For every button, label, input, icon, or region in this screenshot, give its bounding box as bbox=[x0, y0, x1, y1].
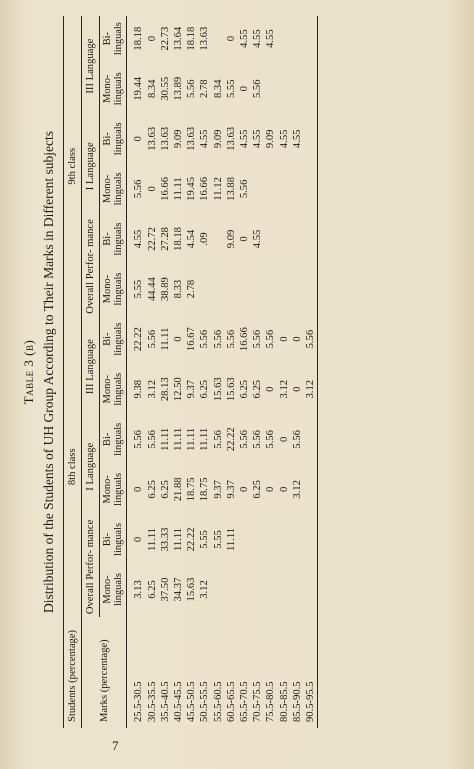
percentage-cell: 4.55 bbox=[291, 129, 303, 149]
marks-range-cell: 45.5-50.5 bbox=[186, 681, 198, 722]
percentage-cell bbox=[278, 216, 291, 261]
percentage-cell: 3.12 bbox=[278, 379, 290, 399]
percentage-cell bbox=[304, 562, 318, 617]
percentage-cell: 13.63 bbox=[225, 126, 237, 151]
percentage-cell: 2.78 bbox=[186, 279, 198, 299]
percentage-cell bbox=[291, 216, 304, 261]
class-header-8th: 8th class bbox=[64, 317, 82, 617]
percentage-cell: 15.63 bbox=[225, 377, 237, 402]
percentage-cell bbox=[238, 562, 251, 617]
percentage-cell: 11.12 bbox=[212, 177, 224, 201]
percentage-cell: 22.22 bbox=[225, 427, 237, 452]
percentage-cell: 13.63 bbox=[146, 126, 158, 151]
percentage-cell bbox=[264, 562, 277, 617]
percentage-cell: 18.18 bbox=[186, 26, 198, 51]
table-body bbox=[127, 16, 318, 728]
percentage-cell bbox=[291, 61, 304, 116]
table-title: Distribution of the Students of UH Group According to Their Marks in Different subjects bbox=[41, 130, 56, 614]
marks-range-cell: 30.5-35.5 bbox=[146, 681, 158, 722]
percentage-cell: 13.89 bbox=[173, 76, 185, 101]
percentage-cell: 4.55 bbox=[252, 229, 264, 249]
percentage-cell: 16.66 bbox=[199, 176, 211, 201]
percentage-cell: 4.54 bbox=[186, 229, 198, 249]
percentage-cell: 22.72 bbox=[146, 227, 158, 251]
percentage-cell bbox=[212, 16, 225, 61]
percentage-cell: 0 bbox=[146, 186, 158, 192]
percentage-cell: 5.56 bbox=[186, 79, 198, 99]
marks-range-cell: 70.5-75.5 bbox=[252, 681, 264, 722]
percentage-cell bbox=[264, 161, 277, 216]
table-row bbox=[278, 16, 291, 728]
percentage-cell: 4.55 bbox=[252, 29, 264, 48]
percentage-cell: 0 bbox=[265, 386, 277, 392]
percentage-cell: 9.37 bbox=[225, 480, 237, 499]
marks-range-cell: 35.5-40.5 bbox=[159, 681, 171, 722]
percentage-cell: 5.56 bbox=[146, 329, 158, 349]
percentage-cell: 3.12 bbox=[291, 480, 303, 499]
percentage-cell: 13.63 bbox=[159, 126, 171, 151]
marks-range-cell: 75.5-80.5 bbox=[265, 681, 277, 722]
percentage-cell: 13.88 bbox=[225, 176, 237, 201]
percentage-cell bbox=[304, 417, 318, 462]
percentage-cell: 0 bbox=[291, 336, 303, 342]
percentage-cell: 5.55 bbox=[199, 530, 211, 549]
table-row bbox=[251, 16, 264, 728]
percentage-cell bbox=[278, 262, 291, 317]
marks-distribution-table bbox=[63, 16, 318, 728]
group-header-monolinguals: Mono- linguals bbox=[100, 61, 127, 116]
group-header-monolinguals: Mono- linguals bbox=[100, 161, 127, 216]
table-row bbox=[238, 16, 251, 728]
percentage-cell: 27.28 bbox=[159, 227, 171, 251]
percentage-cell: 37.50 bbox=[159, 577, 171, 602]
group-header-bilinguals: Bi- linguals bbox=[100, 417, 127, 462]
percentage-cell: 0 bbox=[133, 136, 145, 142]
percentage-cell: 15.63 bbox=[186, 577, 198, 602]
table-row bbox=[198, 16, 211, 728]
percentage-cell: 44.44 bbox=[146, 277, 158, 301]
percentage-cell bbox=[278, 61, 291, 116]
percentage-cell bbox=[304, 216, 318, 261]
percentage-cell: 9.09 bbox=[212, 129, 224, 149]
percentage-cell: 5.56 bbox=[199, 329, 211, 349]
percentage-cell bbox=[291, 161, 304, 216]
percentage-cell: 9.37 bbox=[186, 379, 198, 399]
percentage-cell: 22.22 bbox=[133, 327, 145, 352]
percentage-cell: 0 bbox=[225, 35, 237, 42]
percentage-cell: 4.55 bbox=[239, 29, 251, 48]
percentage-cell: 18.18 bbox=[133, 26, 145, 51]
marks-range-cell: 90.5-95.5 bbox=[304, 617, 318, 728]
group-header-monolinguals: Mono- linguals bbox=[100, 462, 127, 517]
percentage-cell: 3.12 bbox=[304, 362, 318, 417]
percentage-cell: 5.56 bbox=[265, 430, 277, 449]
table-row bbox=[304, 16, 318, 728]
marks-range-cell: 50.5-55.5 bbox=[199, 681, 211, 722]
percentage-cell: 0 bbox=[278, 486, 290, 493]
percentage-cell: 18.18 bbox=[173, 227, 185, 251]
percentage-cell: 5.55 bbox=[212, 530, 224, 549]
percentage-cell: 5.56 bbox=[252, 430, 264, 449]
percentage-cell: 4.55 bbox=[278, 129, 290, 149]
group-header-monolinguals: Mono- linguals bbox=[100, 262, 127, 317]
percentage-cell bbox=[198, 262, 211, 317]
percentage-cell bbox=[291, 262, 304, 317]
group-header-bilinguals: Bi- linguals bbox=[100, 517, 127, 562]
percentage-cell: 5.56 bbox=[133, 179, 145, 199]
percentage-cell: 33.33 bbox=[159, 527, 171, 552]
percentage-cell: 9.09 bbox=[265, 129, 277, 149]
percentage-cell: 13.63 bbox=[199, 26, 211, 51]
percentage-cell: 18.75 bbox=[186, 477, 198, 502]
percentage-cell: 9.09 bbox=[225, 229, 237, 249]
subject-header-first-lang-9: I Language bbox=[82, 116, 100, 216]
percentage-cell: 34.37 bbox=[173, 577, 185, 602]
percentage-cell: 6.25 bbox=[239, 379, 251, 399]
percentage-cell: 9.09 bbox=[173, 129, 185, 149]
percentage-cell: 11.11 bbox=[173, 527, 185, 551]
percentage-cell: 8.34 bbox=[146, 79, 158, 99]
subject-header-overall-8: Overall Perfor- mance bbox=[82, 517, 100, 617]
table-row bbox=[291, 16, 304, 728]
table-row bbox=[264, 16, 277, 728]
percentage-cell: 0 bbox=[146, 35, 158, 42]
percentage-cell bbox=[278, 16, 291, 61]
percentage-cell: 5.56 bbox=[291, 430, 303, 449]
percentage-cell: 0 bbox=[239, 486, 251, 493]
table-number: Table 3 (b) bbox=[21, 339, 36, 405]
percentage-cell: 16.66 bbox=[159, 176, 171, 201]
percentage-cell bbox=[304, 262, 318, 317]
percentage-cell: 6.25 bbox=[199, 379, 211, 399]
percentage-cell bbox=[225, 262, 238, 317]
percentage-cell bbox=[304, 116, 318, 161]
percentage-cell: 11.11 bbox=[173, 177, 185, 201]
stub-header-marks: Marks (percentage) bbox=[82, 617, 127, 728]
page-number: 7 bbox=[112, 738, 119, 753]
marks-range-cell: 55.5-60.5 bbox=[212, 681, 224, 722]
percentage-cell: 0 bbox=[278, 436, 290, 442]
percentage-cell: 0 bbox=[239, 236, 251, 242]
percentage-cell: 4.55 bbox=[265, 29, 277, 48]
percentage-cell bbox=[251, 262, 264, 317]
group-header-monolinguals: Mono- linguals bbox=[100, 362, 127, 417]
class-header-9th: 9th class bbox=[64, 16, 82, 317]
percentage-cell: 0 bbox=[133, 536, 145, 543]
percentage-cell: 6.25 bbox=[159, 480, 171, 499]
group-header-monolinguals: Mono- linguals bbox=[100, 562, 127, 617]
percentage-cell bbox=[225, 562, 238, 617]
table-row bbox=[185, 16, 198, 728]
percentage-cell: 16.67 bbox=[186, 327, 198, 352]
percentage-cell bbox=[251, 517, 264, 562]
percentage-cell: 9.38 bbox=[133, 379, 145, 399]
percentage-cell bbox=[212, 216, 225, 261]
percentage-cell: 0 bbox=[173, 336, 185, 342]
percentage-cell bbox=[212, 562, 225, 617]
table-row bbox=[159, 16, 172, 728]
percentage-cell: 6.25 bbox=[146, 480, 158, 499]
percentage-cell bbox=[304, 161, 318, 216]
percentage-cell: 4.55 bbox=[239, 129, 251, 149]
percentage-cell: 3.12 bbox=[199, 580, 211, 599]
percentage-cell: 3.12 bbox=[146, 379, 158, 399]
marks-range-cell: 60.5-65.5 bbox=[225, 681, 237, 722]
percentage-cell bbox=[304, 16, 318, 61]
marks-range-cell: 65.5-70.5 bbox=[239, 681, 251, 722]
percentage-cell: 11.11 bbox=[225, 527, 237, 551]
percentage-cell: 5.55 bbox=[225, 79, 237, 99]
table-row bbox=[212, 16, 225, 728]
percentage-cell bbox=[304, 462, 318, 517]
percentage-cell: 5.56 bbox=[304, 317, 318, 362]
percentage-cell bbox=[251, 562, 264, 617]
percentage-cell: 8.34 bbox=[212, 79, 224, 99]
percentage-cell: 0 bbox=[291, 386, 303, 392]
group-header-bilinguals: Bi- linguals bbox=[100, 216, 127, 261]
percentage-cell: 5.56 bbox=[239, 430, 251, 449]
percentage-cell: 6.25 bbox=[146, 580, 158, 599]
percentage-cell: 11.11 bbox=[146, 527, 158, 551]
percentage-cell: 5.56 bbox=[225, 329, 237, 349]
percentage-cell: 5.55 bbox=[133, 279, 145, 299]
percentage-cell: 6.25 bbox=[252, 480, 264, 499]
percentage-cell: 4.55 bbox=[199, 129, 211, 149]
percentage-cell bbox=[212, 262, 225, 317]
percentage-cell: .09 bbox=[199, 232, 211, 246]
marks-range-cell: 25.5-30.5 bbox=[133, 681, 145, 722]
percentage-cell: 5.56 bbox=[133, 430, 145, 449]
percentage-cell: 0 bbox=[265, 486, 277, 493]
percentage-cell bbox=[291, 562, 304, 617]
subject-header-overall-9: Overall Perfor- mance bbox=[82, 216, 100, 316]
table-row bbox=[225, 16, 238, 728]
percentage-cell: 28.13 bbox=[159, 377, 171, 402]
percentage-cell: 22.73 bbox=[159, 26, 171, 51]
percentage-cell: 21.88 bbox=[173, 477, 185, 502]
percentage-cell: 5.56 bbox=[212, 329, 224, 349]
percentage-cell: 5.56 bbox=[212, 430, 224, 449]
percentage-cell: 11.11 bbox=[159, 327, 171, 351]
group-header-bilinguals: Bi- linguals bbox=[100, 16, 127, 61]
percentage-cell bbox=[251, 161, 264, 216]
percentage-cell bbox=[264, 262, 277, 317]
group-header-bilinguals: Bi- linguals bbox=[100, 116, 127, 161]
percentage-cell: 4.55 bbox=[252, 129, 264, 149]
percentage-cell bbox=[264, 517, 277, 562]
percentage-cell: 5.56 bbox=[265, 329, 277, 349]
rotated-table-block bbox=[17, 12, 457, 732]
percentage-cell bbox=[238, 517, 251, 562]
percentage-cell: 11.11 bbox=[186, 427, 198, 451]
percentage-cell: 11.11 bbox=[159, 427, 171, 451]
table-row bbox=[172, 16, 185, 728]
percentage-cell: 12.50 bbox=[173, 377, 185, 402]
percentage-cell: 13.64 bbox=[173, 26, 185, 51]
percentage-cell: 5.56 bbox=[252, 329, 264, 349]
percentage-cell: 11.11 bbox=[173, 427, 185, 451]
percentage-cell bbox=[264, 61, 277, 116]
percentage-cell: 8.33 bbox=[173, 279, 185, 299]
percentage-cell: 6.25 bbox=[252, 379, 264, 399]
percentage-cell: 19.45 bbox=[186, 176, 198, 201]
percentage-cell: 0 bbox=[133, 486, 145, 493]
table-row bbox=[146, 16, 159, 728]
subject-header-third-lang-9: III Language bbox=[82, 16, 100, 116]
percentage-cell bbox=[278, 562, 291, 617]
stub-header-students: Students (percentage) bbox=[64, 617, 82, 728]
percentage-cell: 38.89 bbox=[159, 277, 171, 301]
marks-range-cell: 40.5-45.5 bbox=[173, 681, 185, 722]
percentage-cell: 15.63 bbox=[212, 377, 224, 402]
percentage-cell bbox=[304, 517, 318, 562]
percentage-cell: 18.75 bbox=[199, 477, 211, 502]
marks-range-cell: 80.5-85.5 bbox=[278, 681, 290, 722]
percentage-cell: 2.78 bbox=[199, 79, 211, 99]
percentage-cell: 30.55 bbox=[159, 76, 171, 101]
percentage-cell: 11.11 bbox=[199, 427, 211, 451]
percentage-cell bbox=[264, 216, 277, 261]
percentage-cell: 0 bbox=[239, 86, 251, 92]
percentage-cell: 9.37 bbox=[212, 480, 224, 499]
percentage-cell: 16.66 bbox=[239, 327, 251, 352]
percentage-cell: 5.56 bbox=[239, 179, 251, 199]
percentage-cell bbox=[238, 262, 251, 317]
percentage-cell bbox=[278, 517, 291, 562]
percentage-cell: 5.56 bbox=[252, 79, 264, 99]
percentage-cell bbox=[291, 16, 304, 61]
subject-header-third-lang-8: III Language bbox=[82, 317, 100, 417]
marks-range-cell: 85.5-90.5 bbox=[291, 681, 303, 722]
table-row bbox=[127, 16, 146, 728]
percentage-cell: 22.22 bbox=[186, 527, 198, 552]
percentage-cell: 4.55 bbox=[133, 229, 145, 249]
percentage-cell: 0 bbox=[278, 336, 290, 342]
percentage-cell: 19.44 bbox=[133, 76, 145, 101]
percentage-cell bbox=[304, 61, 318, 116]
percentage-cell bbox=[291, 517, 304, 562]
percentage-cell bbox=[278, 161, 291, 216]
percentage-cell: 3.13 bbox=[133, 580, 145, 599]
percentage-cell: 13.63 bbox=[186, 126, 198, 151]
percentage-cell: 5.56 bbox=[146, 430, 158, 449]
group-header-bilinguals: Bi- linguals bbox=[100, 317, 127, 362]
subject-header-first-lang-8: I Language bbox=[82, 417, 100, 517]
